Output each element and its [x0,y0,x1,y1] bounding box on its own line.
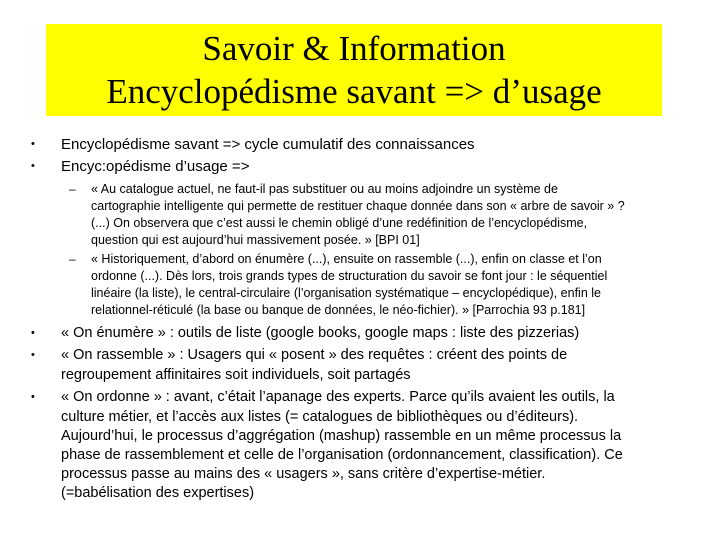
slide-title-box [46,24,662,116]
quote-line: relationnel-réticulé (la base ou banque de données, le néo-fichier). » [Parrochia 93 p.181] [91,303,586,317]
list-item: « On rassemble » : Usagers qui « posent » des requêtes : créent des points de [61,347,568,363]
list-item: « On ordonne » : avant, c’était l’apanage des experts. Parce qu’ils avaient les outils, la [61,389,615,405]
list-item-continuation: Aujourd’hui, le processus d’aggrégation (mashup) rassemble en un même processus la [61,428,622,444]
list-item: Encyclopédisme savant => cycle cumulatif des connaissances [61,136,475,153]
bullet-marker: • [31,349,35,361]
list-item-continuation: phase de rassemblement et celle de l’organisation (ordonnancement, classification). Ce [61,447,623,463]
list-item-continuation: regroupement affinitaires soit individuels, soit partagés [61,367,411,383]
quote-line: « Historiquement, d’abord on énumère (...), ensuite on rassemble (...), enfin on classe et l’on [91,252,602,266]
quote-line: cartographie intelligente qui permette de restituer chaque donnée dans son « arbre de savoir » ? [91,199,625,213]
bullet-marker: • [31,327,35,339]
list-item: « On énumère » : outils de liste (google books, google maps : liste des pizzerias) [61,325,580,341]
dash-marker: – [69,182,76,196]
quote-line: « Au catalogue actuel, ne faut-il pas substituer ou au moins adjoindre un système de [91,182,558,196]
list-item-continuation: culture métier, et l’accès aux listes (= catalogues de bibliothèques ou d’éditeurs). [61,409,579,425]
list-item: Encyc:opédisme d’usage => [61,158,250,175]
bullet-marker: • [31,391,35,403]
bullet-marker: • [31,160,35,172]
slide-title-line-1: Savoir & Information [202,29,506,68]
dash-marker: – [69,252,76,266]
quote-line: linéaire (la liste), le central-circulaire (l’organisation systématique – encyclopédique), enfin le [91,286,601,300]
slide-title-line-2: Encyclopédisme savant => d’usage [106,72,602,111]
bullet-marker: • [31,138,35,150]
quote-line: (...) On observera que c’est aussi le chemin obligé d’une redéfinition de l’encyclopédisme, [91,216,588,230]
list-item-continuation: (=babélisation des expertises) [61,485,255,501]
quote-line: ordonne (...). Dès lors, trois grands types de structuration du savoir se font jour : le séquentiel [91,269,608,283]
quote-line: question qui est aujourd’hui massivement posée. » [BPI 01] [91,233,420,247]
list-item-continuation: processus passe au mains des « usagers », sans critère d’expertise-métier. [61,466,546,482]
